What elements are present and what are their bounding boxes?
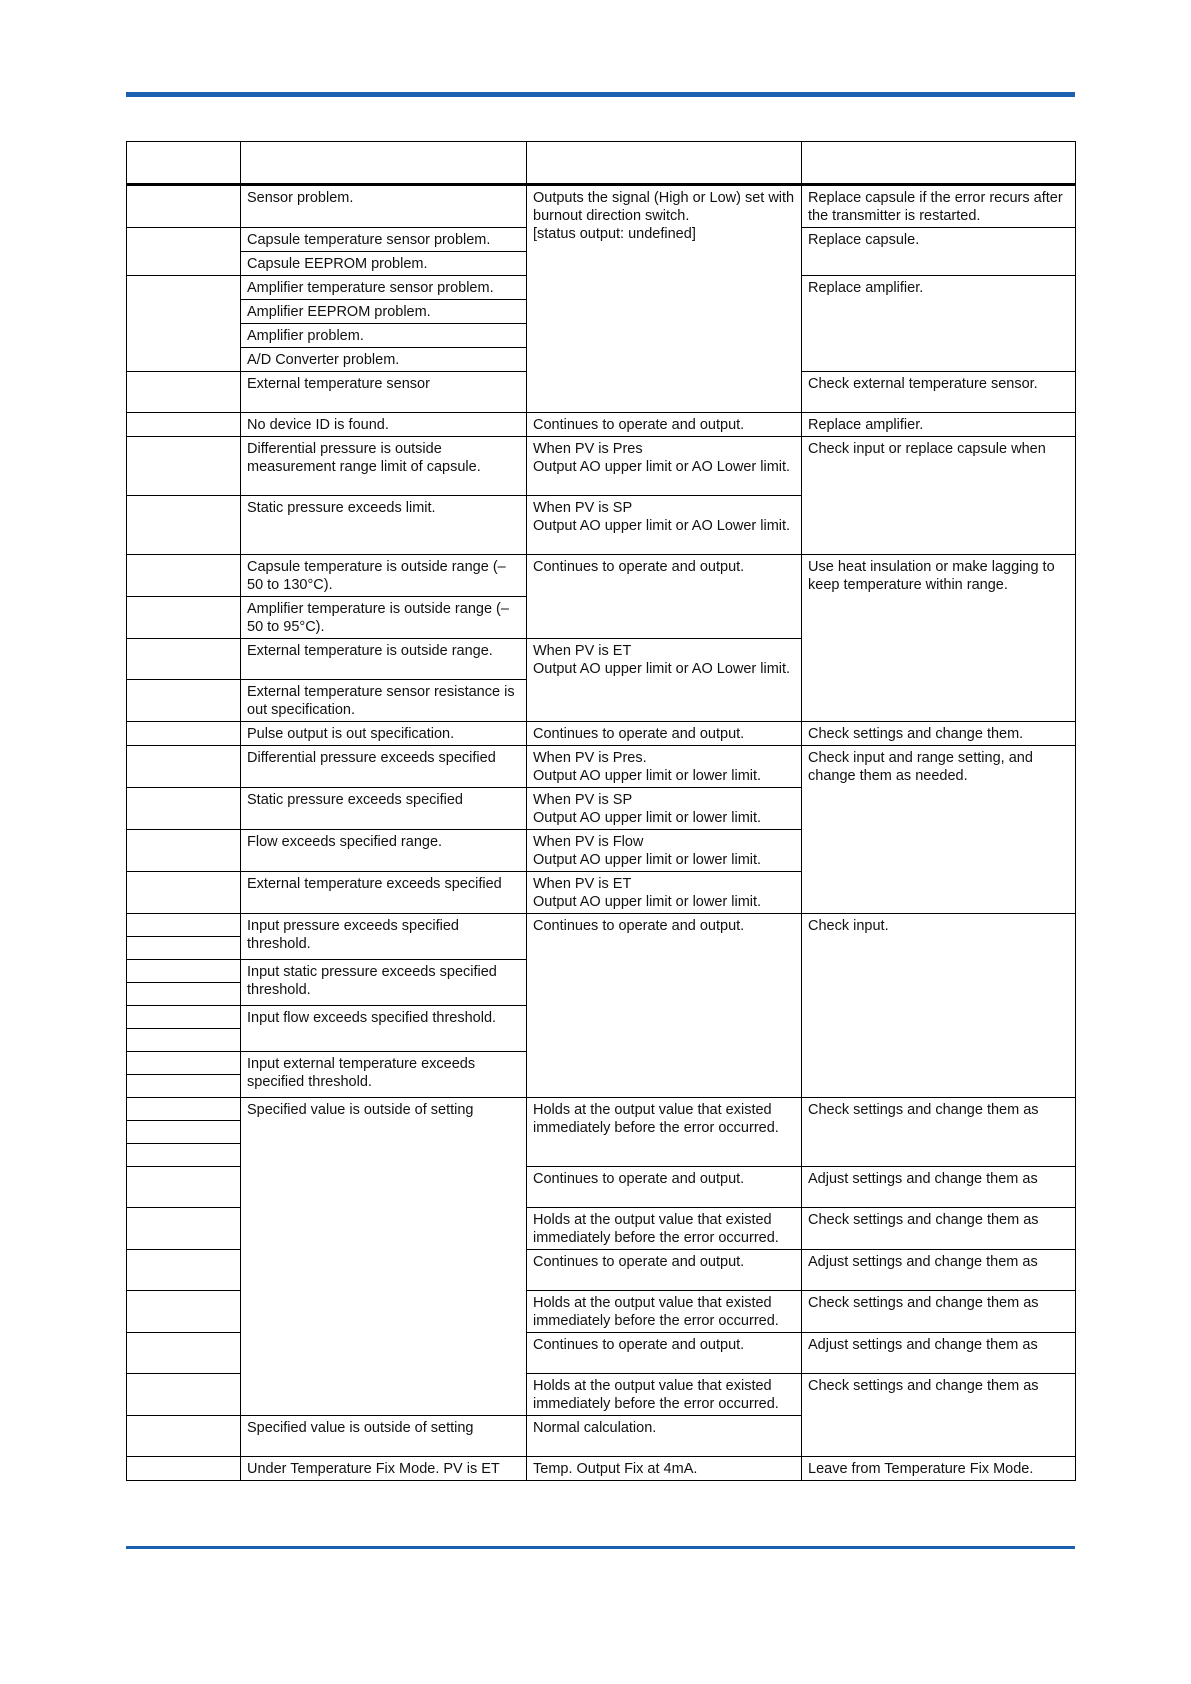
message-cell: External temperature is outside range. [241, 639, 527, 680]
output-cell: When PV is ET Output AO upper limit or lower limit. [527, 872, 802, 914]
code-cell [127, 1333, 241, 1374]
message-cell: External temperature exceeds specified [241, 872, 527, 914]
output-cell: When PV is Flow Output AO upper limit or lower limit. [527, 830, 802, 872]
code-cell [127, 937, 241, 960]
code-cell [127, 1029, 241, 1052]
remedy-cell: Replace amplifier. [802, 276, 1076, 372]
message-cell: Differential pressure is outside measurement range limit of capsule. [241, 437, 527, 496]
output-cell: When PV is SP Output AO upper limit or AO Lower limit. [527, 496, 802, 555]
code-cell [127, 639, 241, 680]
message-cell: Input external temperature exceeds specified threshold. [241, 1052, 527, 1098]
remedy-cell: Check settings and change them as [802, 1291, 1076, 1333]
output-cell: When PV is Pres. Output AO upper limit or lower limit. [527, 746, 802, 788]
output-cell: When PV is Pres Output AO upper limit or AO Lower limit. [527, 437, 802, 496]
code-cell [127, 1457, 241, 1481]
output-cell: When PV is SP Output AO upper limit or lower limit. [527, 788, 802, 830]
output-cell: Continues to operate and output. [527, 1333, 802, 1374]
message-cell: Specified value is outside of setting [241, 1416, 527, 1457]
message-cell: Static pressure exceeds limit. [241, 496, 527, 555]
code-cell [127, 1121, 241, 1144]
remedy-cell: Check input or replace capsule when [802, 437, 1076, 555]
code-cell [127, 830, 241, 872]
code-cell [127, 1144, 241, 1167]
code-cell [127, 185, 241, 228]
output-cell: Normal calculation. [527, 1416, 802, 1457]
code-cell [127, 276, 241, 372]
remedy-cell: Adjust settings and change them as [802, 1250, 1076, 1291]
code-cell [127, 1208, 241, 1250]
output-cell: Outputs the signal (High or Low) set with burnout direction switch. [status output: undefined] [527, 185, 802, 413]
header-output [527, 142, 802, 185]
code-cell [127, 496, 241, 555]
code-cell [127, 722, 241, 746]
header-code [127, 142, 241, 185]
message-cell: Capsule EEPROM problem. [241, 252, 527, 276]
code-cell [127, 983, 241, 1006]
header-remedy [802, 142, 1076, 185]
code-cell [127, 228, 241, 276]
remedy-cell: Adjust settings and change them as [802, 1333, 1076, 1374]
code-cell [127, 413, 241, 437]
output-cell: Continues to operate and output. [527, 1250, 802, 1291]
output-cell: Holds at the output value that existed immediately before the error occurred. [527, 1098, 802, 1167]
output-cell: Holds at the output value that existed immediately before the error occurred. [527, 1208, 802, 1250]
message-cell: Pulse output is out specification. [241, 722, 527, 746]
message-cell: Specified value is outside of setting [241, 1098, 527, 1416]
message-cell: Amplifier problem. [241, 324, 527, 348]
remedy-cell: Adjust settings and change them as [802, 1167, 1076, 1208]
code-cell [127, 555, 241, 597]
remedy-cell: Check settings and change them as [802, 1098, 1076, 1167]
output-cell: Holds at the output value that existed immediately before the error occurred. [527, 1374, 802, 1416]
code-cell [127, 1374, 241, 1416]
message-cell: Amplifier temperature is outside range (–50 to 95°C). [241, 597, 527, 639]
remedy-cell: Replace capsule. [802, 228, 1076, 276]
output-cell: Continues to operate and output. [527, 1167, 802, 1208]
message-cell: External temperature sensor resistance is out specification. [241, 680, 527, 722]
code-cell [127, 746, 241, 788]
code-cell [127, 680, 241, 722]
code-cell [127, 1291, 241, 1333]
message-cell: Input static pressure exceeds specified threshold. [241, 960, 527, 1006]
message-cell: External temperature sensor [241, 372, 527, 413]
code-cell [127, 597, 241, 639]
message-cell: Sensor problem. [241, 185, 527, 228]
code-cell [127, 788, 241, 830]
message-cell: Capsule temperature sensor problem. [241, 228, 527, 252]
remedy-cell: Replace amplifier. [802, 413, 1076, 437]
code-cell [127, 372, 241, 413]
code-cell [127, 1075, 241, 1098]
message-cell: Amplifier temperature sensor problem. [241, 276, 527, 300]
output-cell: Continues to operate and output. [527, 914, 802, 1098]
remedy-cell: Check external temperature sensor. [802, 372, 1076, 413]
output-cell: Continues to operate and output. [527, 413, 802, 437]
code-cell [127, 1052, 241, 1075]
remedy-cell: Check settings and change them. [802, 722, 1076, 746]
remedy-cell: Check input. [802, 914, 1076, 1098]
message-cell: Flow exceeds specified range. [241, 830, 527, 872]
error-message-table [126, 141, 1076, 1481]
message-cell: Amplifier EEPROM problem. [241, 300, 527, 324]
message-cell: Capsule temperature is outside range (–50 to 130°C). [241, 555, 527, 597]
code-cell [127, 437, 241, 496]
code-cell [127, 1250, 241, 1291]
code-cell [127, 1167, 241, 1208]
code-cell [127, 960, 241, 983]
message-cell: A/D Converter problem. [241, 348, 527, 372]
header-rule [126, 92, 1075, 97]
message-cell: Differential pressure exceeds specified [241, 746, 527, 788]
code-cell [127, 914, 241, 937]
remedy-cell: Use heat insulation or make lagging to keep temperature within range. [802, 555, 1076, 722]
code-cell [127, 872, 241, 914]
output-cell: Continues to operate and output. [527, 722, 802, 746]
code-cell [127, 1416, 241, 1457]
remedy-cell: Check input and range setting, and change them as needed. [802, 746, 1076, 914]
message-cell: Under Temperature Fix Mode. PV is ET [241, 1457, 527, 1481]
footer-rule [126, 1546, 1075, 1549]
output-cell: Continues to operate and output. [527, 555, 802, 639]
remedy-cell: Replace capsule if the error recurs after the transmitter is restarted. [802, 185, 1076, 228]
remedy-cell: Check settings and change them as [802, 1208, 1076, 1250]
code-cell [127, 1098, 241, 1121]
output-cell: When PV is ET Output AO upper limit or AO Lower limit. [527, 639, 802, 722]
message-cell: Input flow exceeds specified threshold. [241, 1006, 527, 1052]
code-cell [127, 1006, 241, 1029]
message-cell: No device ID is found. [241, 413, 527, 437]
table-header [127, 142, 1076, 185]
message-cell: Input pressure exceeds specified threshold. [241, 914, 527, 960]
output-cell: Holds at the output value that existed immediately before the error occurred. [527, 1291, 802, 1333]
remedy-cell: Check settings and change them as [802, 1374, 1076, 1457]
output-cell: Temp. Output Fix at 4mA. [527, 1457, 802, 1481]
header-message [241, 142, 527, 185]
message-cell: Static pressure exceeds specified [241, 788, 527, 830]
remedy-cell: Leave from Temperature Fix Mode. [802, 1457, 1076, 1481]
